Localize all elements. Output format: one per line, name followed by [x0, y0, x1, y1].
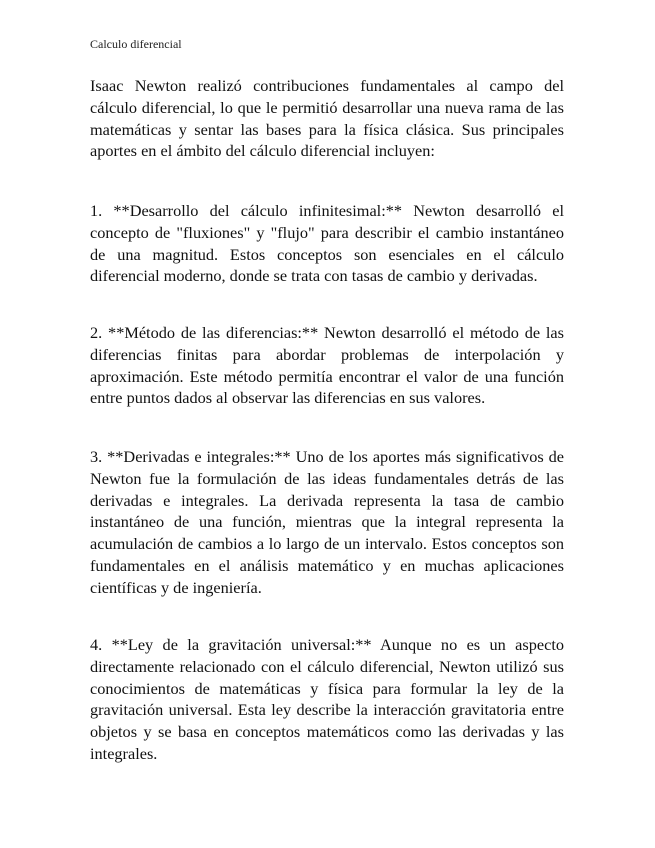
paragraph-item-1: 1. **Desarrollo del cálculo infinitesimal:** Newton desarrolló el concepto de "fluxiones" y "flujo" para describir el cambio instantáneo de una magnitud. Estos conceptos son esenciales en el cálculo diferencial moderno, donde se trata con tasas de cambio y derivadas.	[90, 201, 564, 286]
page-header: Calculo diferencial	[90, 37, 182, 51]
paragraph-item-2: 2. **Método de las diferencias:** Newton desarrolló el método de las diferencias finitas para abordar problemas de interpolación y aproximación. Este método permitía encontrar el valor de una función entre puntos dados al observar las diferencias en sus valores.	[90, 323, 564, 408]
paragraph-item-4: 4. **Ley de la gravitación universal:** Aunque no es un aspecto directamente relacionado con el cálculo diferencial, Newton utilizó sus conocimientos de matemáticas y física para formular la ley de la gravitación universal. Esta ley describe la interacción gravitatoria entre objetos y se basa en conceptos matemáticos como las derivadas y las integrales.	[90, 635, 564, 763]
paragraph-item-3: 3. **Derivadas e integrales:** Uno de los aportes más significativos de Newton fue la formulación de las ideas fundamentales detrás de las derivadas e integrales. La derivada representa la tasa de cambio instantáneo de una función, mientras que la integral representa la acumulación de cambios a lo largo de un intervalo. Estos conceptos son fundamentales en el análisis matemático y en muchas aplicaciones científicas y de ingeniería.	[90, 447, 564, 597]
intro-paragraph: Isaac Newton realizó contribuciones fundamentales al campo del cálculo diferencial, lo que le permitió desarrollar una nueva rama de las matemáticas y sentar las bases para la física clásica. Sus principales aportes en el ámbito del cálculo diferencial incluyen:	[90, 76, 564, 161]
